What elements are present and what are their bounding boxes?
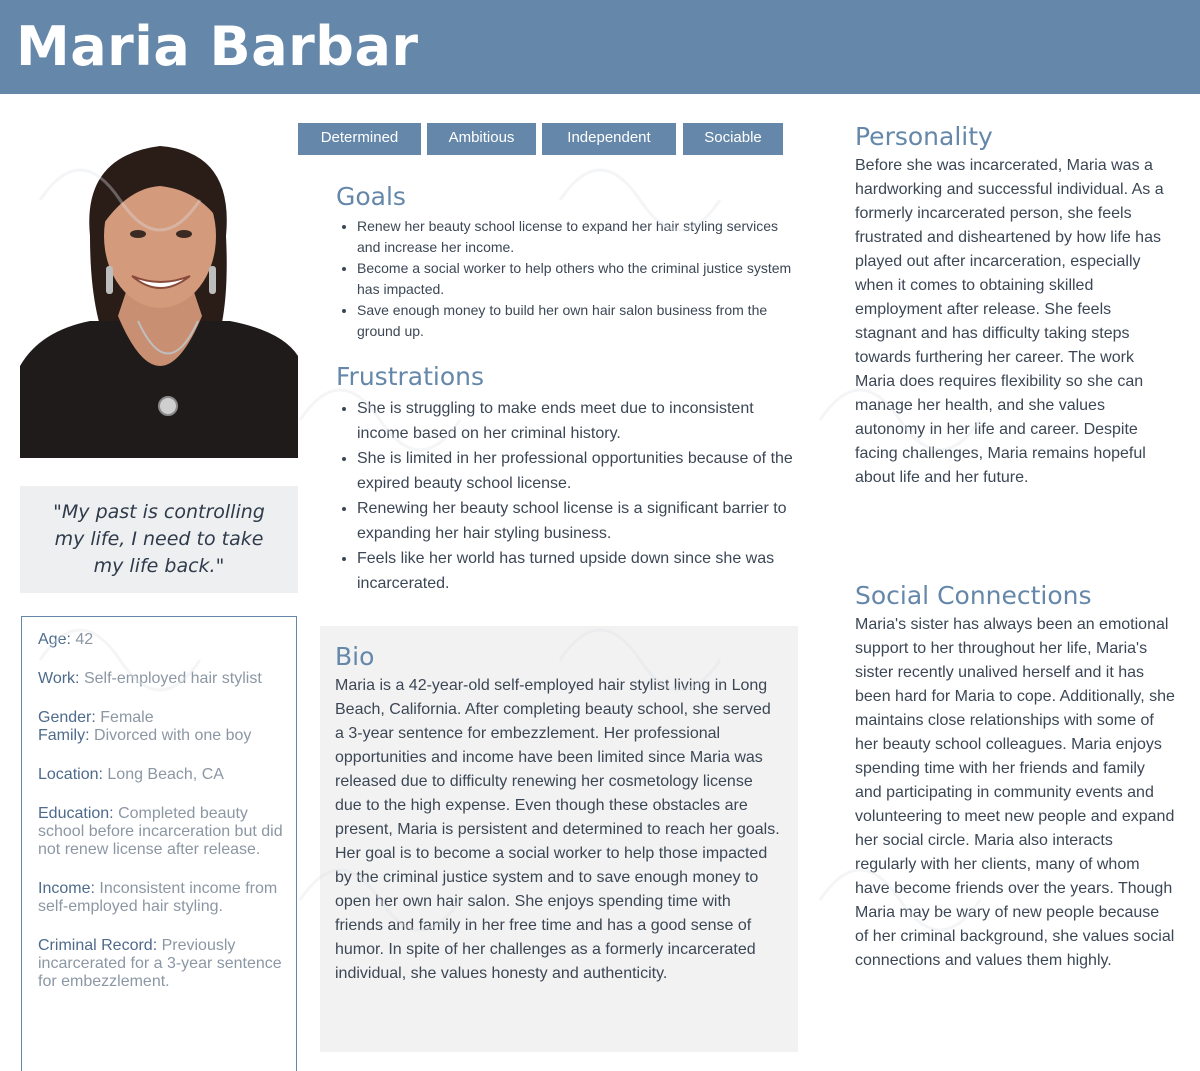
goals-list <box>336 216 796 342</box>
info-income <box>38 880 284 916</box>
info-label: Age: <box>38 631 71 648</box>
goals-section <box>336 182 796 342</box>
info-label: Work: <box>38 670 80 687</box>
quote-box <box>20 486 298 593</box>
info-label: Gender: <box>38 709 96 726</box>
info-family <box>38 727 284 745</box>
info-value: Divorced with one boy <box>94 727 252 744</box>
tag-independent: Independent <box>542 123 676 155</box>
info-label: Family: <box>38 727 90 744</box>
info-value: Long Beach, CA <box>107 766 224 783</box>
info-value: Inconsistent income from self-employed hair styling. <box>38 880 278 915</box>
social-connections-section <box>855 581 1175 973</box>
info-education <box>38 805 284 859</box>
personality-text: Before she was incarcerated, Maria was a hardworking and successful individual. As a formerly incarcerated person, she feels frustrated and disheartened by how life has played out after incarceration, especially when it comes to obtaining skilled employment after release. She feels stagnant and has difficulty taking steps towards furthering her career. The work Maria does requires flexibility so she can manage her health, and she values autonomy in her life and career. Despite facing challenges, Maria remains hopeful about life and her future. <box>855 157 1164 486</box>
persona-quote: "My past is controlling my life, I need to take my life back." <box>53 501 265 577</box>
bio-section <box>320 626 798 1052</box>
info-age <box>38 631 284 649</box>
list-item: • Save enough money to build her own hair salon business from the ground up. <box>357 300 796 342</box>
info-value: Self-employed hair stylist <box>83 670 262 687</box>
portrait-illustration <box>20 116 298 458</box>
persona-photo <box>20 116 298 458</box>
header-bar <box>0 0 1200 94</box>
persona-name: Maria Barbar <box>16 15 419 78</box>
list-item: • She is struggling to make ends meet due to inconsistent income based on her criminal history. <box>357 396 796 446</box>
info-label: Criminal Record: <box>38 937 158 954</box>
bio-title: Bio <box>335 642 375 671</box>
info-criminal-record <box>38 937 284 991</box>
frustrations-title: Frustrations <box>336 362 485 391</box>
info-value: Previously incarcerated for a 3-year sentence for embezzlement. <box>38 937 282 990</box>
list-item: • Become a social worker to help others who the criminal justice system has impacted. <box>357 258 796 300</box>
frustrations-list <box>336 396 796 596</box>
info-value: Completed beauty school before incarceration but did not renew license after release. <box>38 805 283 858</box>
personality-title: Personality <box>855 122 993 151</box>
frustrations-section <box>336 362 796 596</box>
goals-title: Goals <box>336 182 406 211</box>
info-label: Education: <box>38 805 114 822</box>
info-work <box>38 670 284 688</box>
demographics-panel <box>21 616 297 1071</box>
bio-text: Maria is a 42-year-old self-employed hair stylist living in Long Beach, California. After completing beauty school, she served a 3-year sentence for embezzlement. Her professional opportunities and income have been limited since Maria was released due to difficulty renewing her cosmetology license due to the high expense. Even though these obstacles are present, Maria is persistent and determined to reach her goals. Her goal is to become a social worker to help those impacted by the criminal justice system and to save enough money to open her own hair salon. She enjoys spending time with friends and family in her free time and has a good sense of humor. In spite of her challenges as a formerly incarcerated individual, she values honesty and authenticity. <box>335 677 780 982</box>
social-title: Social Connections <box>855 581 1092 610</box>
info-value: Female <box>100 709 154 726</box>
info-value: 42 <box>75 631 94 648</box>
info-label: Income: <box>38 880 95 897</box>
info-location <box>38 766 284 784</box>
list-item: • Renewing her beauty school license is a significant barrier to expanding her hair styling business. <box>357 496 796 546</box>
info-label: Location: <box>38 766 103 783</box>
list-item: • She is limited in her professional opportunities because of the expired beauty school license. <box>357 446 796 496</box>
list-item: • Renew her beauty school license to expand her hair styling services and increase her income. <box>357 216 796 258</box>
social-text: Maria's sister has always been an emotional support to her throughout her life, Maria's sister recently unalived herself and it has been hard for Maria to cope. Additionally, she maintains close relationships with some of her beauty school colleagues. Maria enjoys spending time with her friends and family and participating in community events and volunteering to meet new people and expand her social circle. Maria also interacts regularly with her clients, many of whom have become friends over the years. Though Maria may be wary of new people because of her criminal background, she values social connections and values them highly. <box>855 616 1175 969</box>
tag-determined: Determined <box>298 123 421 155</box>
info-gender <box>38 709 284 727</box>
tag-ambitious: Ambitious <box>427 123 536 155</box>
list-item: • Feels like her world has turned upside down since she was incarcerated. <box>357 546 796 596</box>
tag-sociable: Sociable <box>683 123 783 155</box>
personality-section <box>855 122 1175 490</box>
